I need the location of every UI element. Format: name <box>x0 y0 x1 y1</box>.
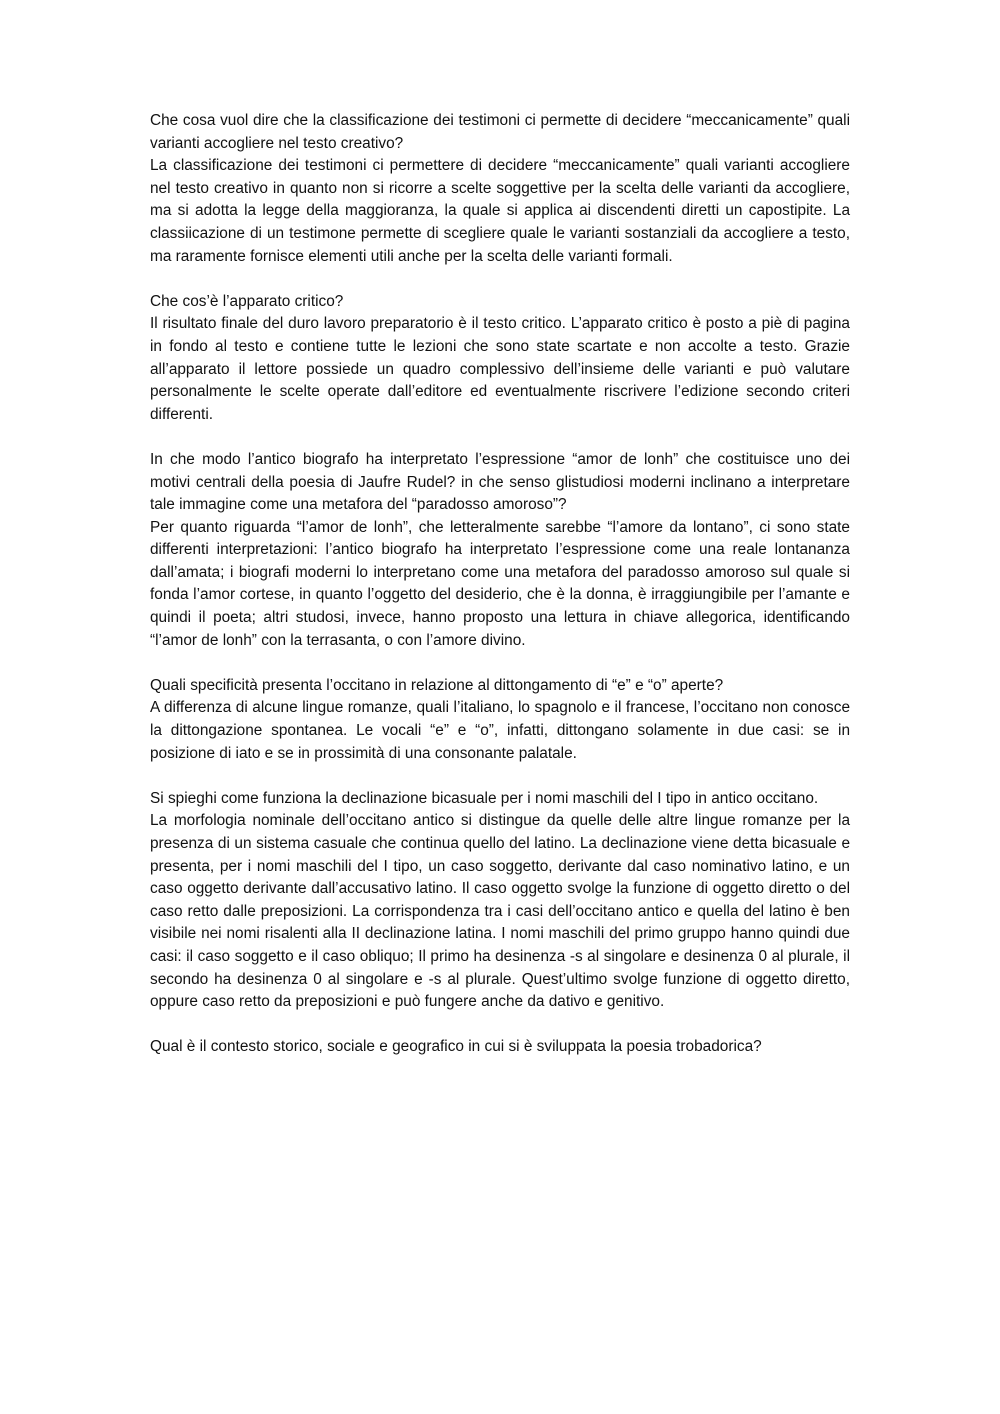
document-body <box>150 110 850 1082</box>
qa-block-3 <box>150 449 850 652</box>
qa-block-2 <box>150 291 850 427</box>
question-text: Che cosa vuol dire che la classificazione dei testimoni ci permette di decidere “meccanicamente” quali varianti accogliere nel testo creativo? <box>150 112 850 152</box>
answer-text: Il risultato finale del duro lavoro preparatorio è il testo critico. L’apparato critico è posto a piè di pagina in fondo al testo e contiene tutte le lezioni che sono state scartate e non accolte a testo. Grazie all’apparato il lettore possiede un quadro complessivo dell’insieme delle varianti e può valutare personalmente le scelte operate dall’editore ed eventualmente riscrivere l’edizione secondo criteri differenti. <box>150 315 850 423</box>
question-text: Che cos’è l’apparato critico? <box>150 292 344 310</box>
qa-block-5 <box>150 788 850 1014</box>
qa-block-4 <box>150 675 850 765</box>
question-text: Si spieghi come funziona la declinazione bicasuale per i nomi maschili del I tipo in antico occitano. <box>150 789 819 807</box>
qa-block-6 <box>150 1036 850 1059</box>
question-text: In che modo l’antico biografo ha interpretato l’espressione “amor de lonh” che costituisce uno dei motivi centrali della poesia di Jaufre Rudel? in che senso glistudiosi moderni inclinano a interpretare tale immagine come una metafora del “paradosso amoroso”? <box>150 450 850 514</box>
question-text: Quali specificità presenta l’occitano in relazione al dittongamento di “e” e “o” aperte? <box>150 676 724 694</box>
answer-text: La morfologia nominale dell’occitano antico si distingue da quelle delle altre lingue romanze per la presenza di un sistema casuale che continua quello del latino. La declinazione viene detta bicasuale e presenta, per i nomi maschili del I tipo, un caso soggetto, derivante dal caso nominativo latino, e un caso oggetto derivante dall’accusativo latino. Il caso oggetto svolge la funzione di oggetto diretto o del caso retto dalle preposizioni. La corrispondenza tra i casi dell’occitano antico e quella del latino è ben visibile nei nomi risalenti alla II declinazione latina. I nomi maschili del primo gruppo hanno quindi due casi: il caso soggetto e il caso obliquo; Il primo ha desinenza -s al singolare e desinenza 0 al plurale, il secondo ha desinenza 0 al singolare e -s al plurale. Quest’ultimo svolge funzione di oggetto diretto, oppure caso retto da preposizioni e può fungere anche da dativo e genitivo. <box>150 812 850 1011</box>
answer-text: A differenza di alcune lingue romanze, quali l’italiano, lo spagnolo e il francese, l’occitano non conosce la dittongazione spontanea. Le vocali “e” e “o”, infatti, dittongano solamente in due casi: se in posizione di iato e se in prossimità di una consonante palatale. <box>150 699 850 762</box>
question-text: Qual è il contesto storico, sociale e geografico in cui si è sviluppata la poesia trobadorica? <box>150 1038 762 1056</box>
answer-text: La classificazione dei testimoni ci permettere di decidere “meccanicamente” quali varianti accogliere nel testo creativo in quanto non si ricorre a scelte soggettive per la scelta delle varianti da accogliere, ma si adotta la legge della maggioranza, la quale si applica ai discendenti diretti un capostipite. La classiicazione di un testimone permette di scegliere quale le varianti sostanziali da accogliere a testo, ma raramente fornisce elementi utili anche per la scelta delle varianti formali. <box>150 157 850 265</box>
answer-text: Per quanto riguarda “l’amor de lonh”, che letteralmente sarebbe “l’amore da lontano”, ci sono state differenti interpretazioni: l’antico biografo ha interpretato l’espressione come una reale lontananza dall’amata; i biografi moderni lo interpretano come una metafora del paradosso amoroso sul quale si fonda l’amor cortese, in quanto l’oggetto del desiderio, che è la donna, è irraggiungibile per l’amante e quindi il poeta; altri studosi, invece, hanno proposto una lettura in chiave allegorica, identificando “l’amor de lonh” con la terrasanta, o con l’amore divino. <box>150 518 850 649</box>
qa-block-1 <box>150 110 850 268</box>
